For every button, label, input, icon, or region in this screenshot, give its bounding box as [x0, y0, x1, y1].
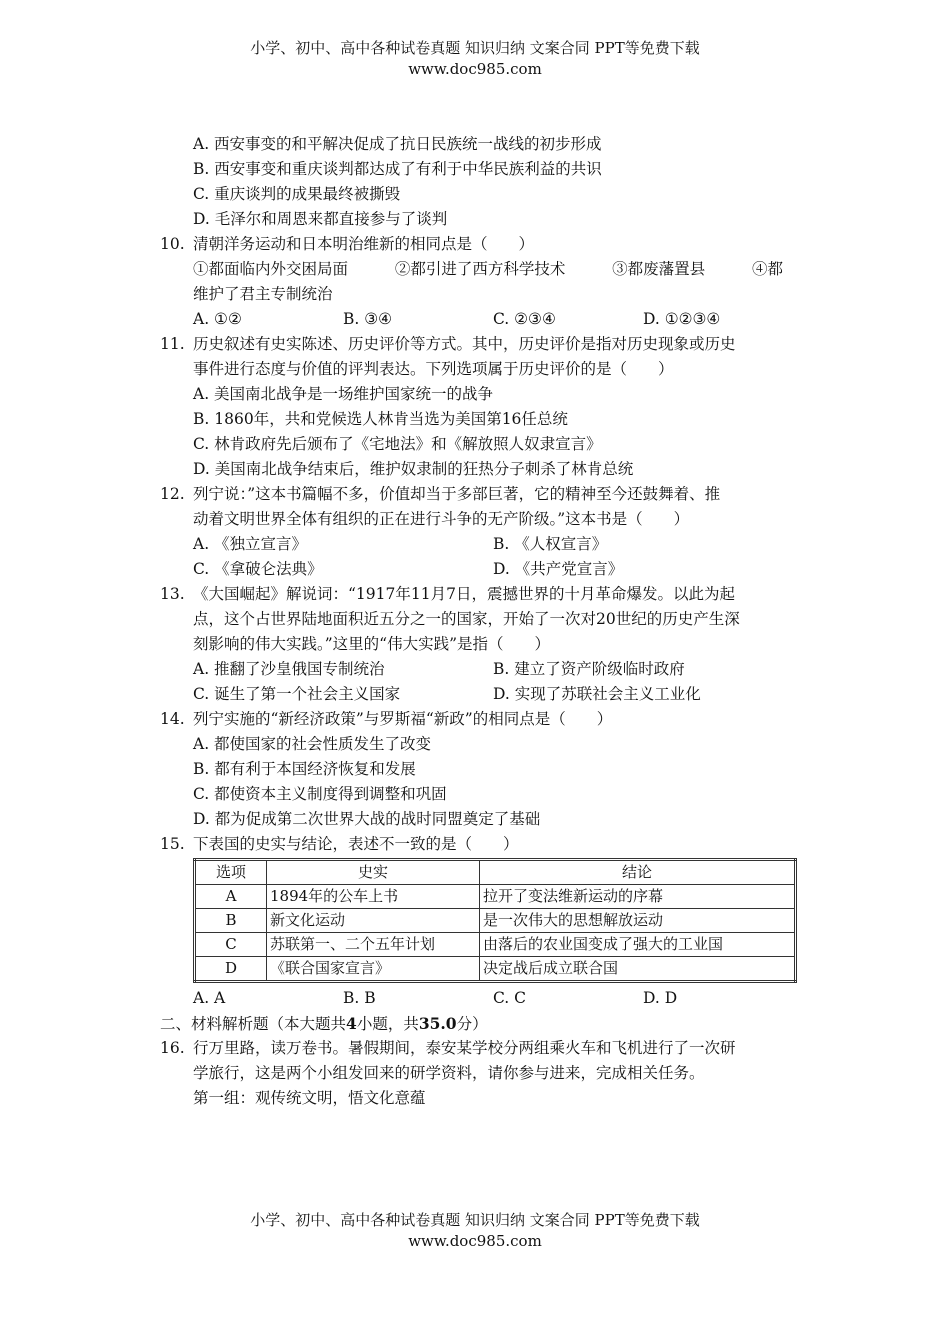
table-cell: A [195, 885, 267, 909]
q9-option-a: A. 西安事变的和平解决促成了抗日民族统一战线的初步形成 [193, 135, 602, 153]
q15-number: 15. [160, 835, 185, 853]
q11-option-b: B. 1860年，共和党候选人林肯当选为美国第16任总统 [193, 410, 568, 428]
q13-option-b: B. 建立了资产阶级临时政府 [493, 660, 685, 678]
q16-group1-heading: 第一组：观传统文明，悟文化意蕴 [193, 1089, 426, 1107]
q14-option-d: D. 都为促成第二次世界大战的战时同盟奠定了基础 [193, 810, 541, 828]
section-2-title [160, 1011, 800, 1036]
q13-stem-line2: 点，这个占世界陆地面积近五分之一的国家，开始了一次对20世纪的历史产生深 [193, 610, 740, 628]
q12-number: 12. [160, 485, 185, 503]
q12-options-row1 [160, 532, 800, 557]
q10-text: 清朝洋务运动和日本明治维新的相同点是（ ） [193, 235, 535, 253]
q9-option-c: C. 重庆谈判的成果最终被撕毁 [193, 185, 401, 203]
footer-url: www.doc985.com [408, 1232, 542, 1250]
section-title-text: 二、材料解析题（本大题共 [160, 1015, 347, 1033]
table-cell: 是一次伟大的思想解放运动 [480, 909, 796, 933]
q10-option-a: A. ①② [193, 310, 242, 328]
header-ad-text: 小学、初中、高中各种试卷真题 知识归纳 文案合同 PPT等免费下载 [250, 39, 700, 57]
q10-option-d: D. ①②③④ [643, 310, 721, 328]
q10-stem [160, 232, 800, 257]
q11-number: 11. [160, 335, 185, 353]
q10-option-b: B. ③④ [343, 310, 393, 328]
page-header [0, 38, 950, 80]
table-header-cell: 选项 [195, 860, 267, 885]
table-cell: D [195, 957, 267, 982]
q14-option-a: A. 都使国家的社会性质发生了改变 [193, 735, 432, 753]
q13-stem-line3: 刻影响的伟大实践。”这里的“伟大实践”是指（ ） [193, 635, 551, 653]
section-score: 35.0 [418, 1014, 457, 1033]
q10-number: 10. [160, 235, 185, 253]
q14-option-c: C. 都使资本主义制度得到调整和巩固 [193, 785, 447, 803]
table-cell: 拉开了变法维新运动的序幕 [480, 885, 796, 909]
q10-item-4: ④都 [751, 260, 783, 278]
q13-options-row2 [160, 682, 800, 707]
q16-stem-line2: 学旅行，这是两个小组发回来的研学资料，请你参与进来，完成相关任务。 [193, 1064, 705, 1082]
q10-items-continued: 维护了君主专制统治 [193, 285, 333, 303]
q13-option-c: C. 诞生了第一个社会主义国家 [193, 685, 401, 703]
table-cell: 新文化运动 [267, 909, 480, 933]
table-cell: C [195, 933, 267, 957]
table-cell: 1894年的公车上书 [267, 885, 480, 909]
section-title-text: 小题，共 [356, 1015, 419, 1033]
q15-options [160, 986, 800, 1011]
q14-number: 14. [160, 710, 185, 728]
q9-option-d: D. 毛泽尔和周恩来都直接参与了谈判 [193, 210, 448, 228]
q12-text-1: 列宁说：”这本书篇幅不多，价值却当于多部巨著，它的精神至今还鼓舞着、推 [193, 485, 721, 503]
q10-item-2: ②都引进了西方科学技术 [394, 260, 566, 278]
q10-option-c: C. ②③④ [493, 310, 556, 328]
q16-number: 16. [160, 1039, 185, 1057]
table-cell: 苏联第一、二个五年计划 [267, 933, 480, 957]
q15-table [193, 858, 797, 983]
q15-option-c: C. C [493, 989, 527, 1007]
table-header-row [195, 860, 796, 885]
exam-content [160, 132, 800, 1111]
q11-stem-line1 [160, 332, 800, 357]
page-footer [0, 1210, 950, 1252]
q13-text-1: 《大国崛起》解说词：“1917年11月7日，震撼世界的十月革命爆发。以此为起 [193, 585, 735, 603]
q13-stem-line1 [160, 582, 800, 607]
q12-option-a: A. 《独立宣言》 [193, 535, 308, 553]
q14-text: 列宁实施的“新经济政策”与罗斯福“新政”的相同点是（ ） [193, 710, 613, 728]
table-cell: 《联合国家宣言》 [267, 957, 480, 982]
q12-stem-line2: 动着文明世界全体有组织的正在进行斗争的无产阶级。”这本书是（ ） [193, 510, 690, 528]
q12-stem-line1 [160, 482, 800, 507]
q11-option-a: A. 美国南北战争是一场维护国家统一的战争 [193, 385, 494, 403]
q10-items [160, 257, 800, 282]
table-cell: B [195, 909, 267, 933]
q11-stem-line2: 事件进行态度与价值的评判表达。下列选项属于历史评价的是（ ） [193, 360, 674, 378]
q10-item-1: ①都面临内外交困局面 [193, 260, 349, 278]
table-row [195, 957, 796, 982]
table-row [195, 885, 796, 909]
q15-option-d: D. D [643, 989, 678, 1007]
q12-option-b: B. 《人权宣言》 [493, 535, 608, 553]
table-row [195, 909, 796, 933]
q10-options [160, 307, 800, 332]
q15-stem [160, 832, 800, 857]
section-question-count: 4 [346, 1014, 357, 1033]
table-cell: 决定战后成立联合国 [480, 957, 796, 982]
q12-option-d: D. 《共产党宣言》 [493, 560, 624, 578]
table-row [195, 933, 796, 957]
q11-option-c: C. 林肯政府先后颁布了《宅地法》和《解放照人奴隶宣言》 [193, 435, 602, 453]
q16-text-1: 行万里路，读万卷书。暑假期间，泰安某学校分两组乘火车和飞机进行了一次研 [193, 1039, 736, 1057]
q13-option-a: A. 推翻了沙皇俄国专制统治 [193, 660, 385, 678]
q11-text-1: 历史叙述有史实陈述、历史评价等方式。其中，历史评价是指对历史现象或历史 [193, 335, 736, 353]
q12-options-row2 [160, 557, 800, 582]
section-title-text: 分） [456, 1015, 488, 1033]
q14-option-b: B. 都有利于本国经济恢复和发展 [193, 760, 416, 778]
q15-option-b: B. B [343, 989, 376, 1007]
table-cell: 由落后的农业国变成了强大的工业国 [480, 933, 796, 957]
footer-ad-text: 小学、初中、高中各种试卷真题 知识归纳 文案合同 PPT等免费下载 [250, 1211, 700, 1229]
q15-option-a: A. A [193, 989, 226, 1007]
q13-option-d: D. 实现了苏联社会主义工业化 [493, 685, 701, 703]
header-url: www.doc985.com [408, 60, 542, 78]
table-header-cell: 结论 [480, 860, 796, 885]
q12-option-c: C. 《拿破仑法典》 [193, 560, 323, 578]
q10-item-3: ③都废藩置县 [612, 260, 706, 278]
q11-option-d: D. 美国南北战争结束后，维护奴隶制的狂热分子刺杀了林肯总统 [193, 460, 634, 478]
table-header-cell: 史实 [267, 860, 480, 885]
q14-stem [160, 707, 800, 732]
q16-stem-line1 [160, 1036, 800, 1061]
q9-option-b: B. 西安事变和重庆谈判都达成了有利于中华民族利益的共识 [193, 160, 602, 178]
q15-text: 下表国的史实与结论，表述不一致的是（ ） [193, 835, 519, 853]
q13-number: 13. [160, 585, 185, 603]
q13-options-row1 [160, 657, 800, 682]
